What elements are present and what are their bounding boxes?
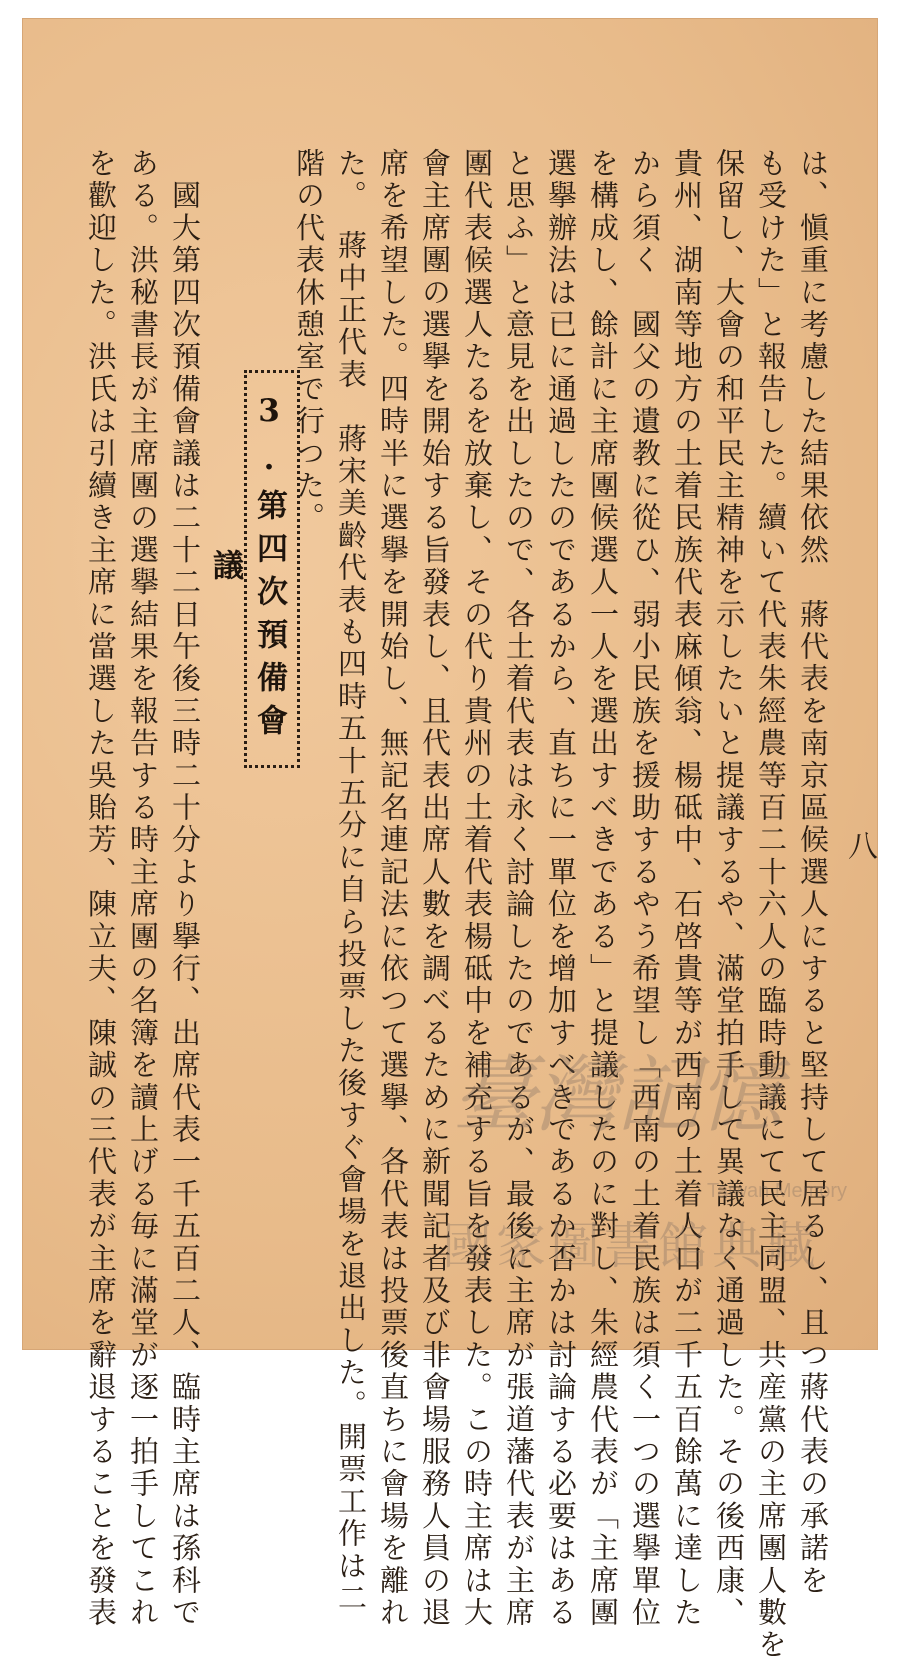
text-column: ある。洪秘書長が主席團の選擧結果を報告する時主席團の名簿を讀上げる毎に滿堂が逐一拍手してこれ [126,148,160,1630]
text-column: から須く 國父の遺教に從ひ、弱小民族を援助するやう希望し「西南の土着民族は須く一つの選擧單位 [628,148,662,1630]
text-column: と思ふ」と意見を出したので、各土着代表は永く討論したのであるが、最後に主席が張道藩代表が主席 [502,148,536,1630]
book-page [22,18,878,1661]
text-column: は、愼重に考慮した結果依然 蔣代表を南京區候選人にすると堅持して居るし、且つ蔣代表の承諾を [796,148,830,1597]
watermark-chinese: 國家圖書館典藏 [442,1217,820,1275]
text-column: を構成し、餘計に主席團候選人一人を選出すべきである」と提議したのに對し、朱經農代表が「主席團 [586,148,620,1630]
text-column: 貴州、湖南等地方の土着民族代表麻傾翁、楊砥中、石啓貴等が西南の土着人口が二千五百餘萬に達した [670,148,704,1630]
text-column: 階の代表休憩室で行つた。 [292,148,326,535]
page-number: 八 [842,830,877,860]
text-column: 選擧辦法は已に通過したのであるから、直ちに一單位を增加すべきであるか否かは討論する必要はある [544,148,578,1630]
watermark-script: 臺灣記憶 [452,1046,781,1144]
text-column: 席を希望した。四時半に選擧を開始し、無記名連記法に依つて選擧、各代表は投票後直ちに會場を離れ [376,148,410,1630]
text-column: 團代表候選人たるを放棄し、その代り貴州の土着代表楊砥中を補充する旨を發表した。この時主席は大 [460,148,494,1630]
text-column: た。 蔣中正代表 蔣宋美齡代表も四時五十五分に自ら投票した後すぐ會場を退出した。開票工作は二 [334,148,368,1615]
text-column: も受けた」と報告した。續いて代表朱經農等百二十六人の臨時動議にて民主同盟、共産黨の主席團人數を [754,148,788,1661]
text-column: 保留し、大會の和平民主精神を示したいと提議するや、滿堂拍手して異議なく通過した。その後西康、 [712,148,746,1630]
text-column: 會主席團の選擧を開始する旨發表し、且代表出席人數を調べるために新聞記者及び非會場服務人員の退 [418,148,452,1630]
watermark-english: Taiwan Memory [707,1180,848,1202]
text-column: を歡迎した。洪氏は引續き主席に當選した吳貽芳、陳立夫、陳誠の三代表が主席を辭退することを發表 [84,148,118,1630]
text-column: 國大第四次預備會議は二十二日午後三時二十分より擧行、出席代表一千五百二人、臨時主席は孫科で [168,148,202,1630]
section-heading: 3.第四次預備會議 [207,393,287,747]
